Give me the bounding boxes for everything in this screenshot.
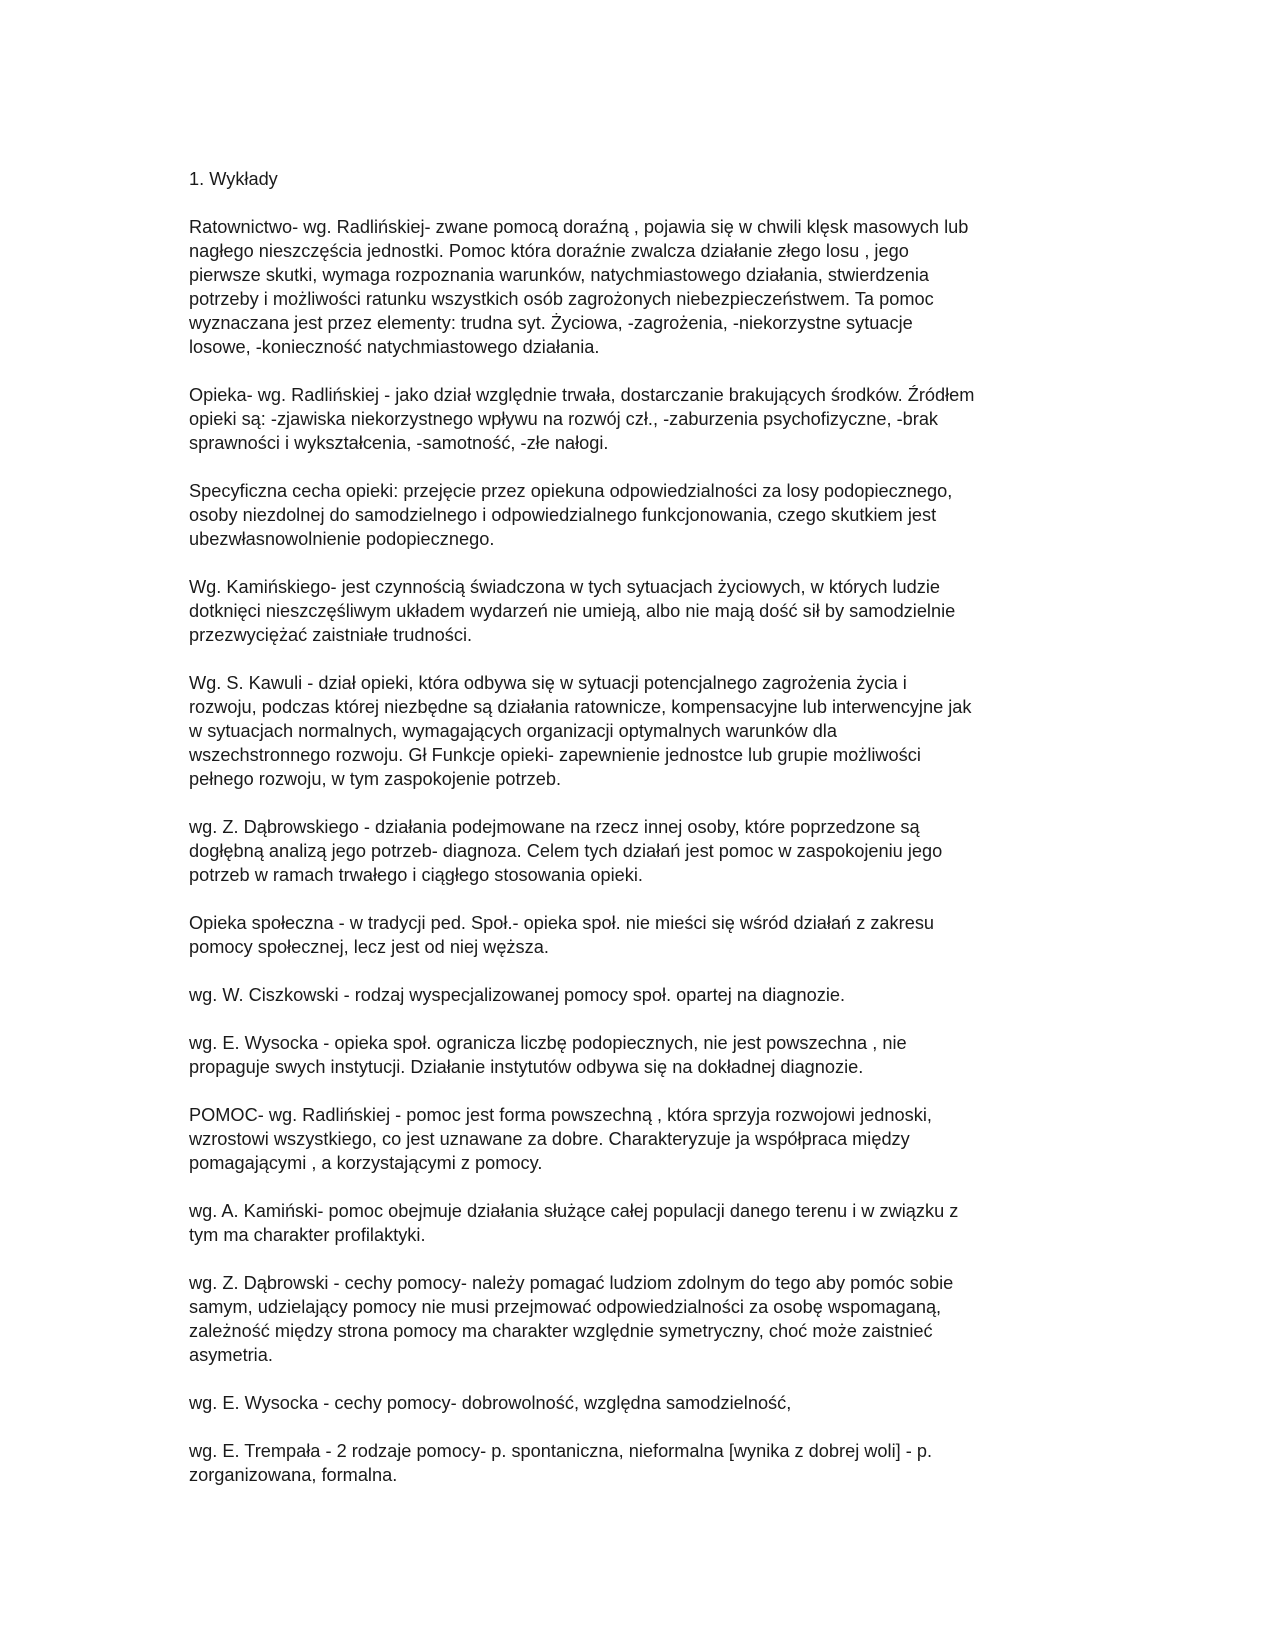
text-line: w sytuacjach normalnych, wymagających organizacji optymalnych warunków dla — [189, 721, 837, 741]
paragraph — [189, 1103, 1089, 1175]
text-line: Ratownictwo- wg. Radlińskiej- zwane pomocą doraźną , pojawia się w chwili klęsk masowych lub — [189, 217, 969, 237]
text-line: potrzeby i możliwości ratunku wszystkich osób zagrożonych niebezpieczeństwem. Ta pomoc — [189, 289, 934, 309]
text-line: wszechstronnego rozwoju. Gł Funkcje opieki- zapewnienie jednostce lub grupie możliwości — [189, 745, 921, 765]
paragraph — [189, 1391, 1089, 1415]
text-line: Wg. S. Kawuli - dział opieki, która odbywa się w sytuacji potencjalnego zagrożenia życia i — [189, 673, 907, 693]
paragraph — [189, 383, 1089, 455]
text-line: wg. Z. Dąbrowski - cechy pomocy- należy pomagać ludziom zdolnym do tego aby pomóc sobie — [189, 1273, 954, 1293]
paragraph-list — [189, 215, 1089, 1487]
text-line: sprawności i wykształcenia, -samotność, -złe nałogi. — [189, 433, 609, 453]
paragraph — [189, 215, 1089, 359]
text-line: wg. Z. Dąbrowskiego - działania podejmowane na rzecz innej osoby, które poprzedzone są — [189, 817, 920, 837]
document-heading: 1. Wykłady — [189, 169, 278, 189]
paragraph — [189, 1439, 1089, 1487]
text-line: ubezwłasnowolnienie podopiecznego. — [189, 529, 495, 549]
text-line: pełnego rozwoju, w tym zaspokojenie potrzeb. — [189, 769, 562, 789]
text-line: dogłębną analizą jego potrzeb- diagnoza. Celem tych działań jest pomoc w zaspokojeniu jego — [189, 841, 943, 861]
text-line: pierwsze skutki, wymaga rozpoznania warunków, natychmiastowego działania, stwierdzenia — [189, 265, 929, 285]
text-line: Opieka- wg. Radlińskiej - jako dział względnie trwała, dostarczanie brakujących środków. Źródłem — [189, 385, 975, 405]
text-line: wg. E. Wysocka - opieka społ. ogranicza liczbę podopiecznych, nie jest powszechna , nie — [189, 1033, 907, 1053]
text-line: Opieka społeczna - w tradycji ped. Społ.- opieka społ. nie mieści się wśród działań z zakresu — [189, 913, 935, 933]
text-line: pomagającymi , a korzystającymi z pomocy. — [189, 1153, 543, 1173]
text-line: propaguje swych instytucji. Działanie instytutów odbywa się na dokładnej diagnozie. — [189, 1057, 864, 1077]
paragraph — [189, 575, 1089, 647]
text-line: potrzeb w ramach trwałego i ciągłego stosowania opieki. — [189, 865, 643, 885]
text-line: wg. A. Kamiński- pomoc obejmuje działania służące całej populacji danego terenu i w związku z — [189, 1201, 959, 1221]
text-line: wyznaczana jest przez elementy: trudna syt. Życiowa, -zagrożenia, -niekorzystne sytuacje — [189, 313, 913, 333]
text-line: tym ma charakter profilaktyki. — [189, 1225, 426, 1245]
paragraph — [189, 479, 1089, 551]
document-body — [189, 167, 1089, 1511]
text-line: pomocy społecznej, lecz jest od niej węższa. — [189, 937, 549, 957]
paragraph — [189, 1199, 1089, 1247]
text-line: dotknięci nieszczęśliwym układem wydarzeń nie umieją, albo nie mają dość sił by samodzielnie — [189, 601, 956, 621]
paragraph — [189, 983, 1089, 1007]
text-line: wg. E. Wysocka - cechy pomocy- dobrowolność, względna samodzielność, — [189, 1393, 792, 1413]
text-line: nagłego nieszczęścia jednostki. Pomoc która doraźnie zwalcza działanie złego losu , jego — [189, 241, 909, 261]
text-line: zależność między strona pomocy ma charakter względnie symetryczny, choć może zaistnieć — [189, 1321, 933, 1341]
text-line: losowe, -konieczność natychmiastowego działania. — [189, 337, 600, 357]
paragraph — [189, 911, 1089, 959]
text-line: przezwyciężać zaistniałe trudności. — [189, 625, 473, 645]
text-line: rozwoju, podczas której niezbędne są działania ratownicze, kompensacyjne lub interwencyjne jak — [189, 697, 972, 717]
text-line: Wg. Kamińskiego- jest czynnością świadczona w tych sytuacjach życiowych, w których ludzie — [189, 577, 941, 597]
paragraph — [189, 815, 1089, 887]
text-line: wzrostowi wszystkiego, co jest uznawane za dobre. Charakteryzuje ja współpraca między — [189, 1129, 910, 1149]
text-line: POMOC- wg. Radlińskiej - pomoc jest forma powszechną , która sprzyja rozwojowi jednoski, — [189, 1105, 932, 1125]
text-line: asymetria. — [189, 1345, 273, 1365]
text-line: opieki są: -zjawiska niekorzystnego wpływu na rozwój czł., -zaburzenia psychofizyczne, -brak — [189, 409, 939, 429]
text-line: zorganizowana, formalna. — [189, 1465, 398, 1485]
paragraph — [189, 1271, 1089, 1367]
paragraph — [189, 671, 1089, 791]
paragraph — [189, 1031, 1089, 1079]
text-line: wg. W. Ciszkowski - rodzaj wyspecjalizowanej pomocy społ. opartej na diagnozie. — [189, 985, 846, 1005]
text-line: wg. E. Trempała - 2 rodzaje pomocy- p. spontaniczna, nieformalna [wynika z dobrej woli] - p. — [189, 1441, 932, 1461]
text-line: samym, udzielający pomocy nie musi przejmować odpowiedzialności za osobę wspomaganą, — [189, 1297, 942, 1317]
text-line: Specyficzna cecha opieki: przejęcie przez opiekuna odpowiedzialności za losy podopiecznego, — [189, 481, 953, 501]
text-line: osoby niezdolnej do samodzielnego i odpowiedzialnego funkcjonowania, czego skutkiem jest — [189, 505, 937, 525]
